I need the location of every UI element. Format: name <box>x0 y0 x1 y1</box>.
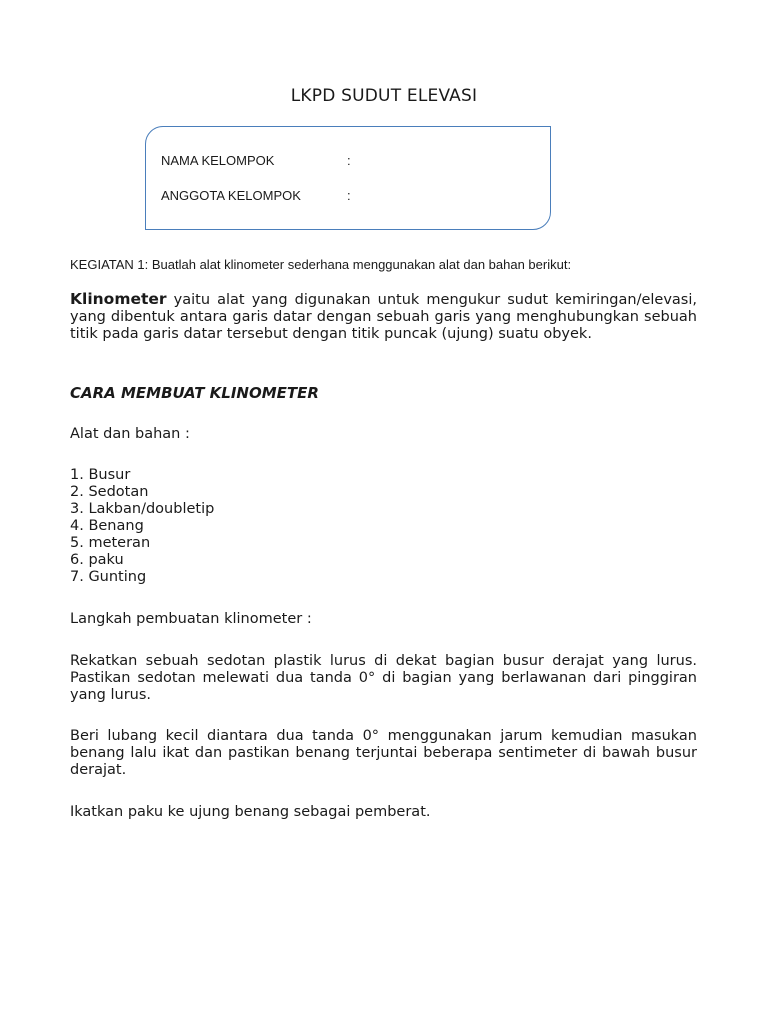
group-identity-box <box>145 126 551 230</box>
list-item: 7. Gunting <box>70 569 147 585</box>
materials-list <box>70 467 214 586</box>
list-item: 4. Benang <box>70 518 144 534</box>
step-paragraph: Rekatkan sebuah sedotan plastik lurus di dekat bagian busur derajat yang lurus. Pastikan sedotan melewati dua tanda 0° di bagian yang berlawanan dari pinggiran yang lurus. <box>70 653 697 703</box>
anggota-kelompok-colon: : <box>347 188 351 203</box>
anggota-kelompok-row <box>161 188 351 203</box>
nama-kelompok-colon: : <box>347 153 351 168</box>
step-paragraph: Beri lubang kecil diantara dua tanda 0° menggunakan jarum kemudian masukan benang lalu ikat dan pastikan benang terjuntai beberapa sentimeter di bawah busur derajat. <box>70 728 697 778</box>
steps-label: Langkah pembuatan klinometer : <box>70 611 312 627</box>
list-item: 2. Sedotan <box>70 484 149 500</box>
list-item: 5. meteran <box>70 535 151 551</box>
list-item: 1. Busur <box>70 467 131 483</box>
section-heading: CARA MEMBUAT KLINOMETER <box>70 384 319 402</box>
nama-kelompok-row <box>161 153 351 168</box>
activity-instruction: KEGIATAN 1: Buatlah alat klinometer sederhana menggunakan alat dan bahan berikut: <box>70 257 572 272</box>
materials-label: Alat dan bahan : <box>70 426 190 442</box>
definition-term: Klinometer <box>70 290 167 308</box>
list-item: 6. paku <box>70 552 124 568</box>
page-title: LKPD SUDUT ELEVASI <box>290 86 478 106</box>
nama-kelompok-label: NAMA KELOMPOK <box>161 153 275 168</box>
list-item: 3. Lakban/doubletip <box>70 501 215 517</box>
definition-text: yaitu alat yang digunakan untuk mengukur sudut kemiringan/elevasi, yang dibentuk antara garis datar dengan sebuah garis yang menghubungkan sebuah titik pada garis datar tersebut dengan titik puncak (ujung) suatu obyek. <box>70 292 697 342</box>
step-paragraph: Ikatkan paku ke ujung benang sebagai pemberat. <box>70 804 431 820</box>
definition-paragraph <box>70 291 697 343</box>
anggota-kelompok-label: ANGGOTA KELOMPOK <box>161 188 301 203</box>
